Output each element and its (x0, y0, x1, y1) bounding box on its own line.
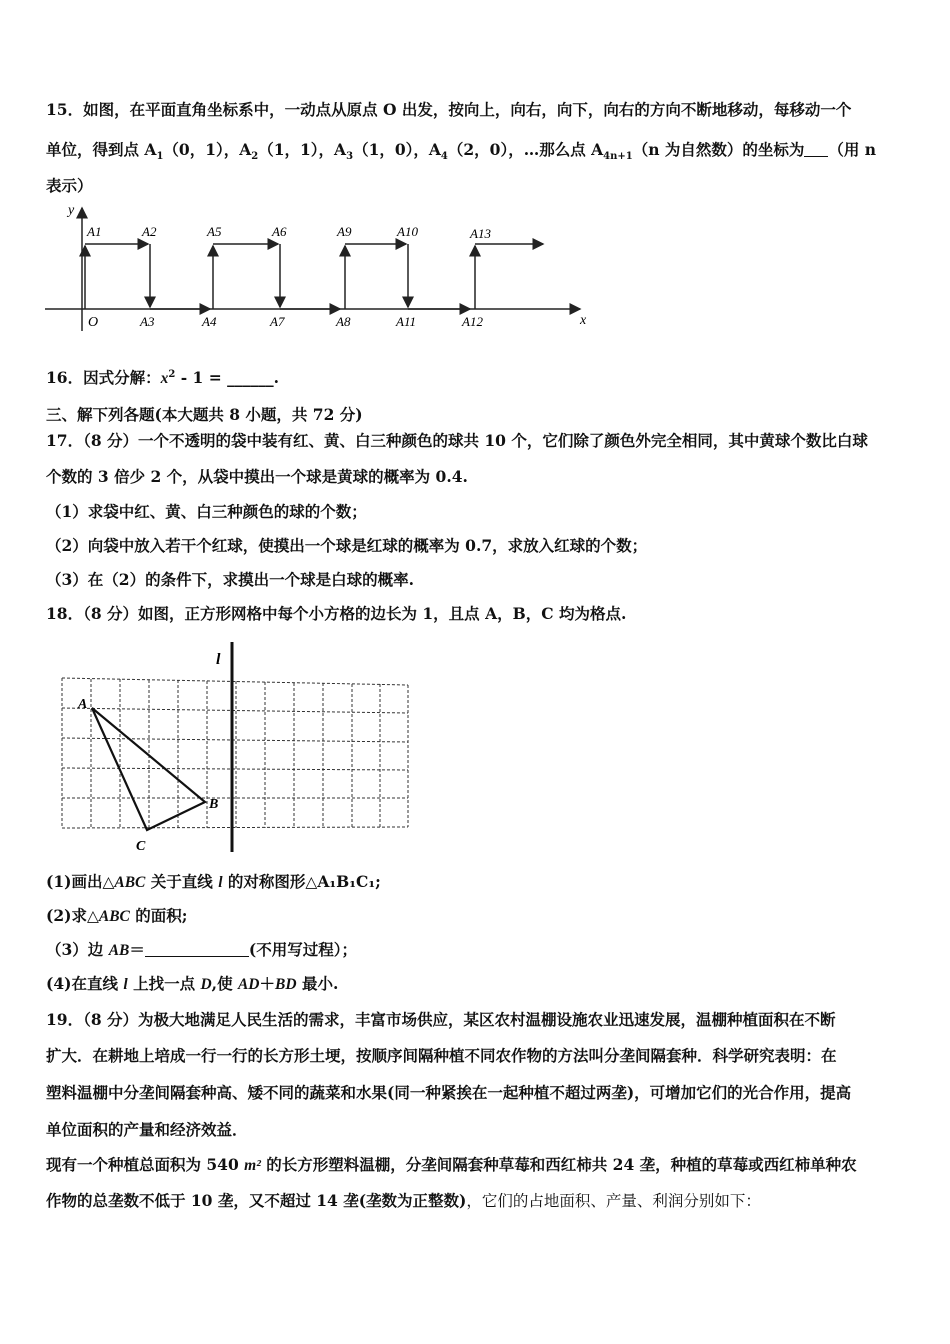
q15-line3: 表示） (46, 176, 93, 195)
point-label-a10: A10 (397, 224, 418, 239)
q19-line6: 作物的总垄数不低于 10 垄，又不超过 14 垄(垄数为正整数)，它们的占地面积、产量、利润分别如下： (46, 1191, 761, 1210)
q18-part3: （3）边 AB＝ (不用写过程）； (46, 940, 357, 959)
origin-label: O (88, 315, 99, 330)
y-axis-label: y (68, 203, 75, 218)
q19-line3: 塑料温棚中分垄间隔套种高、矮不同的蔬菜和水果(同一种紧挨在一起种植不超过两垄)，可增加它们的光合作用，提高 (46, 1083, 852, 1102)
point-a-label: A (78, 697, 88, 712)
q17-part1: （1）求袋中红、黄、白三种颜色的球的个数； (46, 502, 367, 521)
q19-line4: 单位面积的产量和经济效益． (46, 1120, 248, 1139)
q17-line2: 个数的 3 倍少 2 个，从袋中摸出一个球是黄球的概率为 0.4. (46, 467, 468, 486)
point-b-label: B (209, 797, 219, 812)
q18-line1: 18．（8 分）如图，正方形网格中每个小方格的边长为 1，且点 A，B，C 均为格点. (46, 604, 627, 623)
point-label-a4: A4 (202, 314, 217, 329)
x-axis-label: x (580, 313, 587, 328)
point-label-a13: A13 (470, 226, 491, 241)
q16: 16．因式分解：$x^2 - 1$ = ______. (46, 368, 279, 387)
point-label-a11: A11 (396, 314, 416, 329)
answer-blank (804, 142, 828, 157)
q19-line2: 扩大．在耕地上培成一行一行的长方形土埂，按顺序间隔种植不同农作物的方法叫分垄间隔套种．科学研究表明：在 (46, 1046, 837, 1065)
q15-line1: 15．如图，在平面直角坐标系中，一动点从原点 O 出发，按向上，向右，向下，向右的方向不断地移动，每移动一个 (46, 100, 852, 119)
q19-line5: 现有一个种植总面积为 540 m² 的长方形塑料温棚，分垄间隔套种草莓和西红柿共 24 垄，种植的草莓或西红柿单种农 (46, 1155, 857, 1174)
point-c-label: C (136, 839, 146, 854)
point-label-a5: A5 (207, 224, 222, 239)
section-heading: 三、解下列各题(本大题共 8 小题，共 72 分) (46, 405, 363, 424)
line-l-label: l (216, 651, 221, 668)
q15-figure (40, 196, 600, 336)
q17-part3: （3）在（2）的条件下，求摸出一个球是白球的概率. (46, 570, 414, 589)
q18-part2: (2)求△ABC 的面积; (46, 906, 188, 925)
q18-part4: (4)在直线 l 上找一点 D,使 AD＋BD 最小. (46, 974, 339, 993)
q15-line2: 单位，得到点 $A_1(0$，1），$A_2(1$，1），$A_3(1$，0），$A_4(2$，0），…那么点 $A_{4n+1}(n$ 为自然数）的坐标为 （用 n (46, 140, 877, 163)
q19-line1: 19．（8 分）为极大地满足人民生活的需求，丰富市场供应，某区农村温棚设施农业迅速发展，温棚种植面积在不断 (46, 1010, 836, 1029)
point-label-a9: A9 (337, 224, 352, 239)
point-label-a8: A8 (336, 314, 351, 329)
point-label-a1: A1 (87, 224, 102, 239)
q18-grid-figure (50, 640, 420, 855)
point-label-a2: A2 (142, 224, 157, 239)
answer-blank (145, 942, 249, 957)
q17-part2: （2）向袋中放入若干个红球，使摸出一个球是红球的概率为 0.7，求放入红球的个数； (46, 536, 648, 555)
q17-line1: 17．（8 分）一个不透明的袋中装有红、黄、白三种颜色的球共 10 个，它们除了颜色外完全相同，其中黄球个数比白球 (46, 431, 868, 450)
point-label-a7: A7 (270, 314, 285, 329)
dashed-grid (62, 678, 408, 828)
point-label-a6: A6 (272, 224, 287, 239)
point-label-a12: A12 (462, 314, 483, 329)
point-label-a3: A3 (140, 314, 155, 329)
q18-part1: (1)画出△ABC 关于直线 l 的对称图形△A₁B₁C₁; (46, 872, 381, 891)
